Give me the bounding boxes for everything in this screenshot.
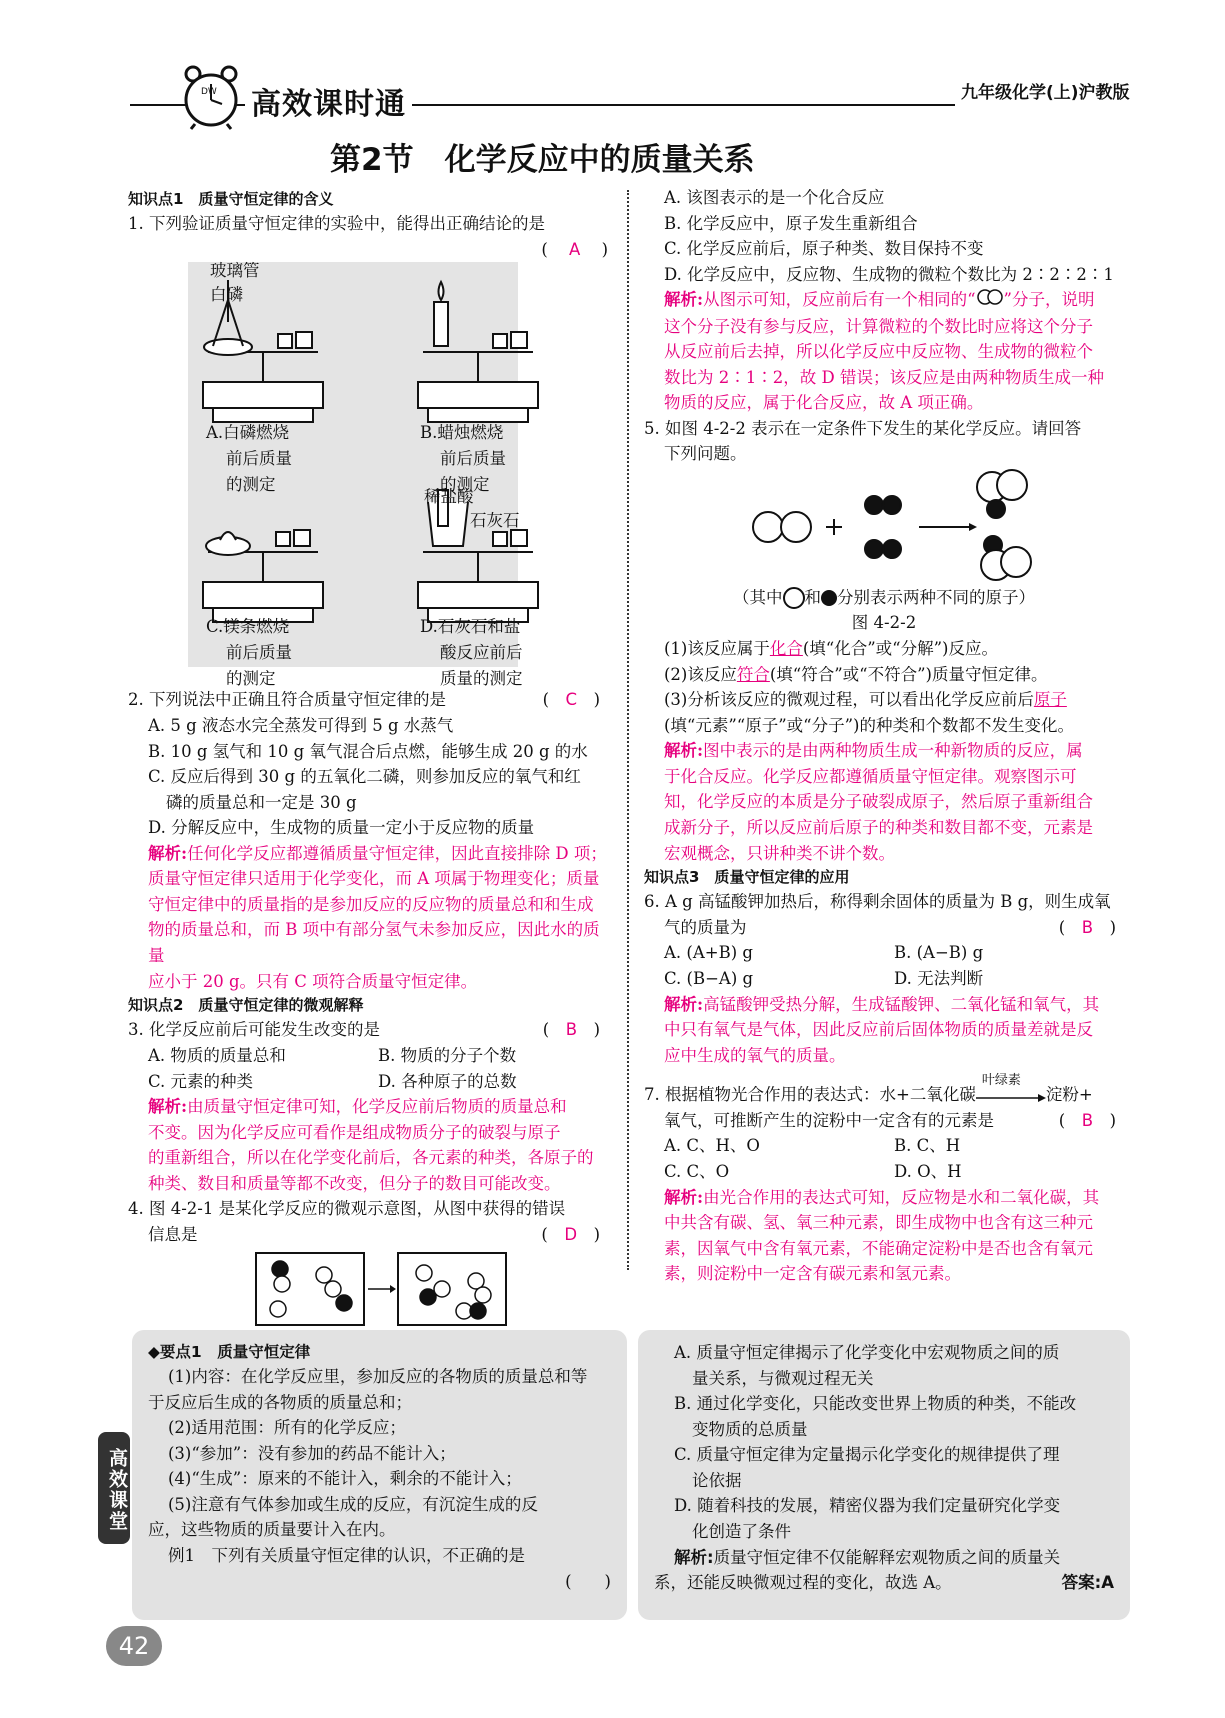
fig-balances [128, 261, 608, 688]
q6-analysis: 解析:高锰酸钾受热分解，生成锰酸钾、二氧化锰和氧气，其 中只有氧气是气体，因此反应前后固体物质的质量差就是反 应中生成的氧气的质量。 [664, 994, 1100, 1065]
caption-d: D.石灰石和盐 酸反应前后 质量的测定 [420, 617, 523, 688]
q5-part3-cont: (填“元素”“原子”或“分子”)的种类和个数都不发生变化。 [664, 715, 1074, 735]
fig-4-2-2 [644, 467, 1124, 585]
q2-answer: C [565, 690, 578, 710]
q6-stem: 6. A g 高锰酸钾加热后，称得剩余固体的质量为 B g，则生成氧 [644, 892, 1111, 912]
q3-stem: 3. 化学反应前后可能发生改变的是 ( B ) [128, 1020, 600, 1040]
page-number: 42 [118, 1632, 150, 1660]
q5-part2: (2)该反应符合(填“符合”或“不符合”)质量守恒定律。 [664, 664, 1048, 684]
caption-a: A.白磷燃烧 前后质量 的测定 [206, 423, 292, 494]
q7-options-row1: A. C、H、O B. C、H [664, 1136, 961, 1156]
q2-option-a: A. 5 g 液态水完全蒸发可得到 5 g 水蒸气 [148, 715, 454, 735]
ex-option-c: C. 质量守恒定律为定量揭示化学变化的规律提供了理 [674, 1445, 1060, 1465]
white-atom-icon [783, 587, 805, 609]
kp-line-1b: 于反应后生成的各物质的质量总和； [148, 1392, 412, 1412]
q4-answer: D [564, 1224, 578, 1244]
q2-option-c-cont: 磷的质量总和一定是 30 g [166, 792, 357, 812]
q1-answer: A [569, 239, 581, 259]
kp2-heading: 知识点2 质量守恒定律的微观解释 [128, 996, 364, 1015]
q3-options-row1: A. 物质的质量总和 B. 物质的分子个数 [148, 1045, 517, 1065]
q6-options-row2: C. (B−A) g D. 无法判断 [664, 969, 984, 989]
q5-part1: (1)该反应属于化合(填“化合”或“分解”)反应。 [664, 639, 998, 659]
example-paren: ( ) [565, 1571, 611, 1591]
q4-option-c: C. 化学反应前后，原子种类、数目保持不变 [664, 239, 984, 259]
q3-analysis: 解析:由质量守恒定律可知，化学反应前后物质的质量总和 不变。因为化学反应可看作是组成物质分子的破裂与原子 的重新组合，所以在化学变化前后，各元素的种类，各原子的 种类、数目和质量等都不改变，但分子的数目可能改变。 [148, 1097, 594, 1193]
key-point-heading: ◆要点1 质量守恒定律 [148, 1343, 311, 1361]
q5-part3: (3)分析该反应的微观过程，可以看出化学反应前后原子 [664, 690, 1067, 710]
page-title: 第2节 化学反应中的质量关系 [330, 142, 755, 178]
brand-title: 高效课时通 [245, 82, 412, 129]
q5-stem: 5. 如图 4-2-2 表示在一定条件下发生的某化学反应。请回答 [644, 418, 1082, 438]
q4-analysis: 解析:从图示可知，反应前后有一个相同的“ ”分子，说明 这个分子没有参与反应，计算微粒的个数比时应将这个分子 从反应前后去掉，所以化学反应中反应物、生成物的微粒个 数比为 2∶1∶2，故 D 错误；该反应是由两种物质生成一种 物质的反应，属于化合反应，故 A 项正确。 [644, 287, 1124, 416]
q2-option-d: D. 分解反应中，生成物的质量一定小于反应物的质量 [148, 818, 535, 838]
q2-analysis: 解析:任何化学反应都遵循质量守恒定律，因此直接排除 D 项； 质量守恒定律只适用于化学变化，而 A 项属于物理变化；质量 守恒定律中的质量指的是参加反应的反应物的质量总和和生成 物的质量总和，而 B 项中有部分氢气未参加反应，因此水的质量 应小于 20 g。只有 C 项符合质量守恒定律。 [148, 843, 607, 991]
q7-answer: B [1081, 1110, 1094, 1130]
label-tube: 玻璃管 [210, 261, 260, 281]
q2-option-b: B. 10 g 氢气和 10 g 氧气混合后点燃，能够生成 20 g 的水 [148, 741, 588, 761]
label-phosphorus: 白磷 [210, 285, 243, 305]
clock-logo [181, 64, 241, 130]
ex-analysis: 解析:质量守恒定律不仅能解释宏观物质之间的质量关 [674, 1547, 1061, 1567]
q1-stem: 1. 下列验证质量守恒定律的实验中，能得出正确结论的是 [128, 214, 545, 234]
ex-option-a: A. 质量守恒定律揭示了化学变化中宏观物质之间的质 [674, 1343, 1060, 1362]
series-label: 九年级化学(上)沪教版 [955, 80, 1130, 106]
example-options-panel [638, 1330, 1130, 1620]
kp-line-5b: 应，这些物质的质量要计入在内。 [148, 1520, 396, 1540]
reaction-arrow: 叶绿素 [976, 1087, 1046, 1105]
right-column [644, 185, 1124, 1287]
kp-line-1: (1)内容：在化学反应里，参加反应的各物质的质量总和等 [168, 1367, 588, 1387]
q3-answer: B [565, 1020, 578, 1040]
kp-line-4: (4)“生成”：原来的不能计入，剩余的不能计入； [168, 1469, 522, 1489]
ex-answer: A [1101, 1573, 1114, 1593]
page-number-badge [106, 1626, 162, 1666]
column-divider [627, 190, 629, 1270]
left-column [128, 188, 608, 1359]
kp-line-2: (2)适用范围：所有的化学反应； [168, 1418, 406, 1438]
q6-options-row1: A. (A+B) g B. (A−B) g [664, 943, 984, 963]
ex-option-d: D. 随着科技的发展，精密仪器为我们定量研究化学变 [674, 1496, 1061, 1516]
q4-option-d: D. 化学反应中，反应物、生成物的微粒个数比为 2∶2∶2∶1 [664, 264, 1114, 284]
kp1-heading: 知识点1 质量守恒定律的含义 [128, 190, 334, 208]
molecule-icon [976, 288, 1004, 314]
example-stem: 例1 下列有关质量守恒定律的认识，不正确的是 [168, 1545, 525, 1565]
ex-option-b: B. 通过化学变化，只能改变世界上物质的种类，不能改 [674, 1394, 1077, 1414]
q5-stem-cont: 下列问题。 [664, 444, 747, 464]
fig-4-2-2-legend: （其中 和 分别表示两种不同的原子） [644, 585, 1124, 611]
q6-answer: B [1081, 917, 1094, 937]
fig-4-2-2-caption: 图 4-2-2 [851, 613, 917, 633]
caption-c: C.镁条燃烧 前后质量 的测定 [206, 617, 292, 688]
kp-line-5: (5)注意有气体参加或生成的反应，有沉淀生成的反 [168, 1494, 538, 1514]
kp-line-3: (3)“参加”：没有参加的药品不能计入； [168, 1443, 456, 1463]
ex-option-b-cont: 变物质的总质量 [692, 1419, 808, 1439]
caption-b: B.蜡烛燃烧 前后质量 的测定 [420, 423, 506, 494]
kp3-heading: 知识点3 质量守恒定律的应用 [644, 868, 850, 887]
q4-stem: 4. 图 4-2-1 是某化学反应的微观示意图，从图中获得的错误 [128, 1199, 566, 1219]
key-point-panel [132, 1330, 627, 1620]
fig-4-2-1 [128, 1247, 608, 1327]
q1-answer-row: ( A ) [541, 239, 608, 259]
q7-stem-cont: 氧气，可推断产生的淀粉中一定含有的元素是 ( B ) [664, 1110, 1116, 1130]
black-atom-icon [821, 590, 837, 606]
q7-analysis: 解析:由光合作用的表达式可知，反应物是水和二氧化碳，其 中共含有碳、氢、氧三种元素，即生成物中也含有这三种元 素，因氧气中含有氧元素，不能确定淀粉中是否也含有氧元 素，则淀粉中一定含有碳元素和氢元素。 [664, 1187, 1100, 1284]
q7-options-row2: C. C、O D. O、H [664, 1161, 962, 1181]
q4-option-b: B. 化学反应中，原子发生重新组合 [664, 213, 918, 233]
ex-option-a-cont: 量关系，与微观过程无关 [692, 1368, 874, 1388]
clock-text: DW [201, 87, 217, 97]
q2-option-c: C. 反应后得到 30 g 的五氧化二磷，则参加反应的氧气和红 [148, 767, 581, 787]
ex-option-d-cont: 化创造了条件 [692, 1521, 791, 1541]
ex-option-c-cont: 论依据 [692, 1470, 742, 1490]
q5-analysis: 解析:图中表示的是由两种物质生成一种新物质的反应，属 于化合反应。化学反应都遵循质量守恒定律。观察图示可 知，化学反应的本质是分子破裂成原子，然后原子重新组合 成新分子，所以反应前后原子的种类和数目都不变，元素是 宏观概念，只讲种类不讲个数。 [664, 741, 1093, 863]
ex-analysis-cont: 系，还能反映微观过程的变化，故选 A。 答案:A [654, 1573, 1114, 1593]
q2-stem: 2. 下列说法中正确且符合质量守恒定律的是 ( C ) [128, 690, 600, 710]
q4-option-a: A. 该图表示的是一个化合反应 [664, 188, 885, 207]
q7-stem: 7. 根据植物光合作用的表达式：水+二氧化碳 叶绿素 淀粉+ [644, 1072, 1093, 1105]
side-tab: 高效课堂 [98, 1432, 130, 1544]
q6-stem-cont: 气的质量为 ( B ) [664, 917, 1116, 937]
q3-options-row2: C. 元素的种类 D. 各种原子的总数 [148, 1071, 517, 1091]
label-acid: 稀盐酸 [424, 487, 474, 507]
q4-stem-cont: 信息是 ( D ) [148, 1224, 600, 1244]
label-limestone: 石灰石 [470, 511, 520, 531]
